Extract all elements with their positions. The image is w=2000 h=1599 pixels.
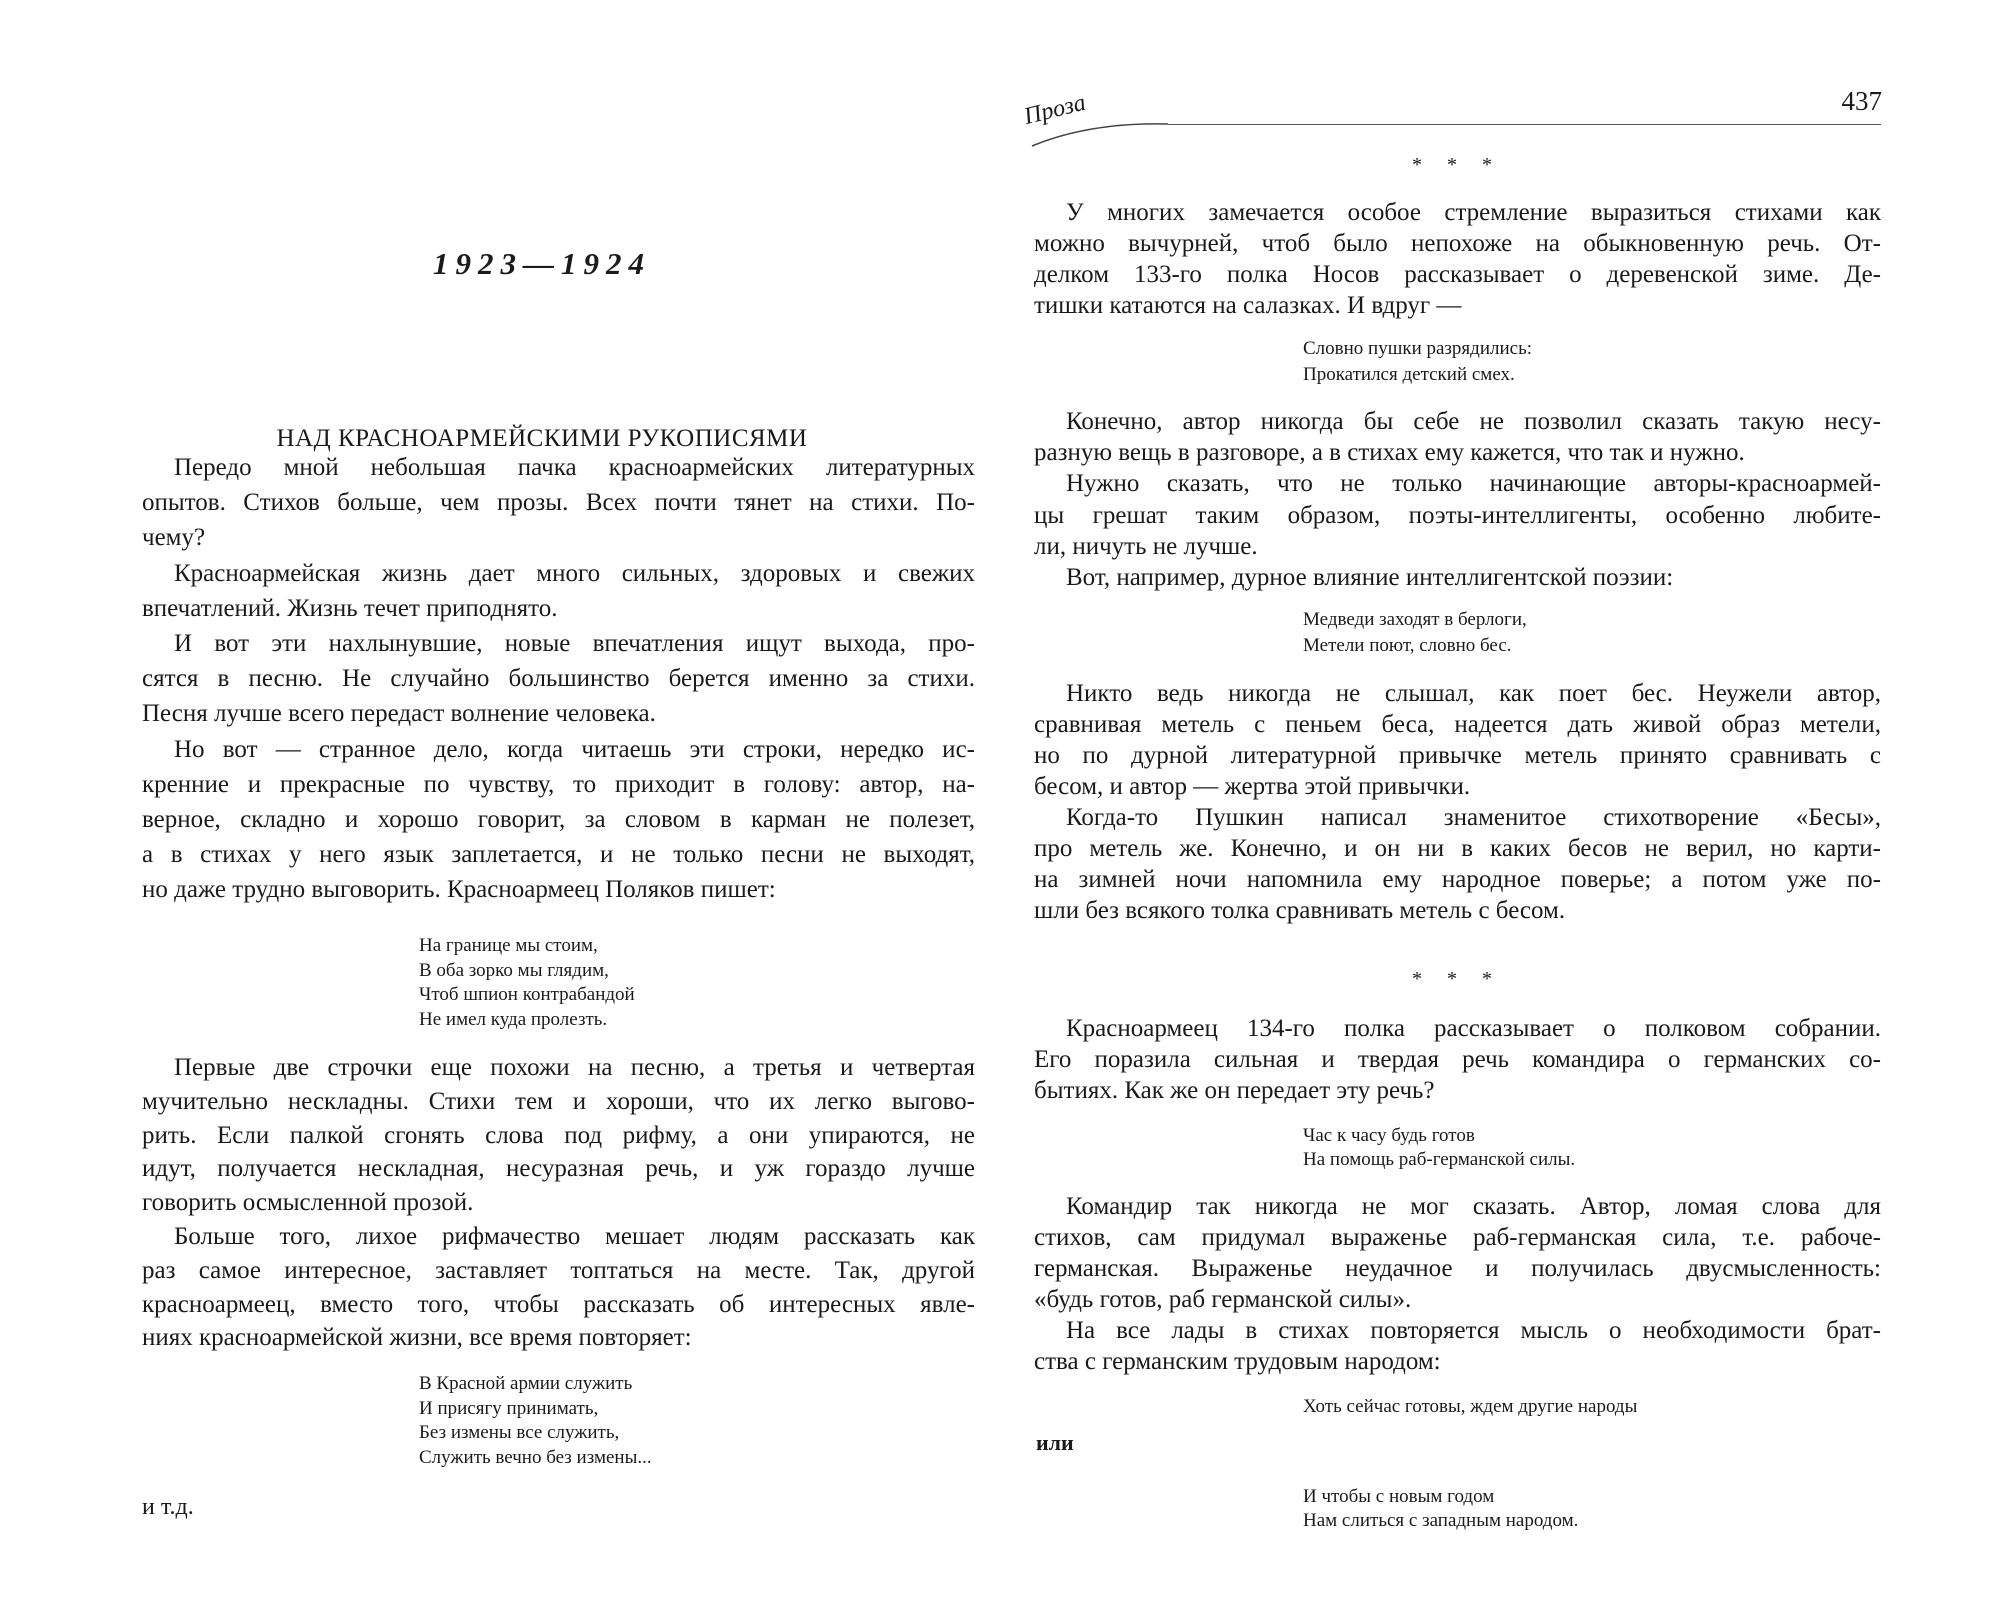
text-line: но по дурной литературной привычке метель принято сравнивать с <box>1034 742 1881 769</box>
text-line: раз самое интересное, заставляет топтаться на месте. Так, другой <box>142 1256 975 1284</box>
text-line: Передо мной небольшая пачка красноармейских литературных <box>174 454 975 481</box>
text-line: цы грешат таким образом, поэты-интеллигенты, особенно любите- <box>1034 501 1881 529</box>
text-line: ства с германским трудовым народом: <box>1034 1348 1441 1375</box>
poem-line: На границе мы стоим, <box>419 935 598 956</box>
poem-excerpt <box>1303 1395 1637 1419</box>
text-line: на зимней ночи напомнила ему народное поверье; а потом уже по- <box>1034 866 1881 893</box>
text-line: бытиях. Как же он передает эту речь? <box>1034 1077 1435 1104</box>
section-years-heading: 1923—1924 <box>433 246 651 281</box>
poem-excerpt <box>419 934 635 1032</box>
text-line: Его поразила сильная и твердая речь командира о германских со- <box>1034 1046 1881 1073</box>
text-line: Нужно сказать, что не только начинающие авторы-красноармей- <box>1066 470 1881 498</box>
poem-excerpt <box>419 1372 652 1470</box>
text-line: Первые две строчки еще похожи на песню, а третья и четвертая <box>174 1054 975 1081</box>
paragraph-block <box>1034 406 1881 593</box>
text-line: Никто ведь никогда не слышал, как поет бес. Неужели автор, <box>1066 680 1881 707</box>
text-line: верное, складно и хорошо говорит, за словом в карман не полезет, <box>142 805 975 833</box>
poem-line: В Красной армии служить <box>419 1373 633 1394</box>
text-line: бесом, и автор — жертва этой привычки. <box>1034 773 1471 800</box>
text-line: «будь готов, раб германской силы». <box>1034 1286 1412 1313</box>
paragraph-block <box>142 1051 975 1355</box>
text-line: И вот эти нахлынувшие, новые впечатления ищут выхода, про- <box>174 629 975 657</box>
text-line: Командир так никогда не мог сказать. Автор, ломая слова для <box>1066 1193 1881 1220</box>
text-line: ли, ничуть не лучше. <box>1034 532 1258 560</box>
text-line: сравнивая метель с пеньем беса, надеется дать живой образ метели, <box>1034 711 1881 738</box>
poem-line: Метели поют, словно бес. <box>1303 635 1512 656</box>
poem-line: Нам слиться с западным народом. <box>1303 1510 1579 1531</box>
article-title: НАД КРАСНОАРМЕЙСКИМИ РУКОПИСЯМИ <box>276 425 808 452</box>
paragraph-block <box>1034 197 1881 321</box>
text-line: На все лады в стихах повторяется мысль о необходимости брат- <box>1066 1317 1881 1344</box>
text-line: опытов. Стихов больше, чем прозы. Всех почти тянет на стихи. По- <box>142 489 975 517</box>
text-line: Красноармеец 134-го полка рассказывает о полковом собрании. <box>1066 1015 1881 1042</box>
text-line: говорить осмысленной прозой. <box>142 1189 474 1217</box>
page-number: 437 <box>1841 86 1882 116</box>
text-line: Когда-то Пушкин написал знаменитое стихотворение «Бесы», <box>1066 804 1881 831</box>
text-line: стихов, сам придумал выраженье раб-германская сила, т.е. рабоче- <box>1034 1224 1881 1251</box>
text-line: чему? <box>142 524 206 552</box>
text-line: Красноармейская жизнь дает много сильных, здоровых и свежих <box>174 559 975 587</box>
poem-line: Час к часу будь готов <box>1303 1125 1475 1146</box>
conjunction-text: или <box>1036 1430 1074 1455</box>
separator-stars: * * * <box>1412 968 1502 990</box>
text-line: красноармеец, вместо того, чтобы рассказать об интересных явле- <box>142 1290 975 1318</box>
paragraph-block <box>1034 1013 1881 1106</box>
poem-line: И присягу принимать, <box>419 1397 599 1419</box>
text-line: Вот, например, дурное влияние интеллигентской поэзии: <box>1066 563 1674 591</box>
poem-line: На помощь раб-германской силы. <box>1303 1149 1576 1170</box>
text-line: Но вот — странное дело, когда читаешь эти строки, нередко ис- <box>174 735 975 763</box>
paragraph-block <box>1034 678 1881 926</box>
poem-excerpt <box>1303 1124 1575 1172</box>
text-line: У многих замечается особое стремление выразиться стихами как <box>1066 199 1881 226</box>
text-line: рить. Если палкой сгонять слова под рифму, а они упираются, не <box>142 1121 975 1149</box>
poem-line: Хоть сейчас готовы, ждем другие народы <box>1303 1396 1638 1417</box>
poem-line: Чтоб шпион контрабандой <box>419 984 635 1005</box>
ending-text: и т.д. <box>142 1494 194 1520</box>
text-line: германская. Выраженье неудачное и получилась двусмысленность: <box>1034 1255 1881 1282</box>
poem-line: Без измены все служить, <box>419 1422 620 1443</box>
header-rule <box>1168 124 1881 125</box>
text-line: Конечно, автор никогда бы себе не позволил сказать такую несу- <box>1066 408 1881 435</box>
separator-stars: * * * <box>1412 154 1502 176</box>
paragraph-block <box>1034 1191 1881 1377</box>
text-line: но даже трудно выговорить. Красноармеец Поляков пишет: <box>142 876 776 904</box>
text-line: Больше того, лихое рифмачество мешает людям рассказать как <box>174 1222 975 1250</box>
section-label: Проза <box>1021 89 1089 131</box>
text-line: шли без всякого толка сравнивать метель с бесом. <box>1034 897 1566 924</box>
poem-excerpt <box>1303 607 1527 659</box>
poem-excerpt <box>1303 1485 1578 1533</box>
text-line: мучительно нескладны. Стихи тем и хороши, что их легко выгово- <box>142 1087 975 1115</box>
text-line: идут, получается нескладная, несуразная речь, и уж гораздо лучше <box>142 1155 975 1183</box>
text-line: делком 133-го полка Носов рассказывает о деревенской зиме. Де- <box>1034 261 1881 288</box>
text-line: кренние и прекрасные по чувству, то приходит в голову: автор, на- <box>142 770 975 798</box>
text-line: сятся в песню. Не случайно большинство берется именно за стихи. <box>142 665 975 693</box>
poem-line: Служить вечно без измены... <box>419 1446 652 1468</box>
poem-excerpt <box>1303 336 1532 388</box>
poem-line: В оба зорко мы глядим, <box>419 959 609 981</box>
text-line: Песня лучше всего передаст волнение человека. <box>142 700 656 728</box>
text-line: впечатлений. Жизнь течет приподнято. <box>142 594 558 622</box>
text-line: разную вещь в разговоре, а в стихах ему кажется, что так и нужно. <box>1034 439 1745 467</box>
text-line: можно вычурней, чтоб было непохоже на обыкновенную речь. От- <box>1034 230 1881 257</box>
text-line: про метель же. Конечно, и он ни в каких бесов не верил, но карти- <box>1034 835 1881 862</box>
text-line: ниях красноармейской жизни, все время повторяет: <box>142 1324 692 1352</box>
text-line: тишки катаются на салазках. И вдруг — <box>1034 292 1462 319</box>
poem-line: Медведи заходят в берлоги, <box>1303 609 1527 630</box>
text-line: а в стихах у него язык заплетается, и не только песни не выходят, <box>142 841 975 869</box>
poem-line: И чтобы с новым годом <box>1303 1486 1495 1507</box>
poem-line: Словно пушки разрядились: <box>1303 338 1533 359</box>
poem-line: Прокатился детский смех. <box>1303 364 1515 385</box>
poem-line: Не имел куда пролезть. <box>419 1008 608 1030</box>
paragraph-block <box>142 450 975 907</box>
